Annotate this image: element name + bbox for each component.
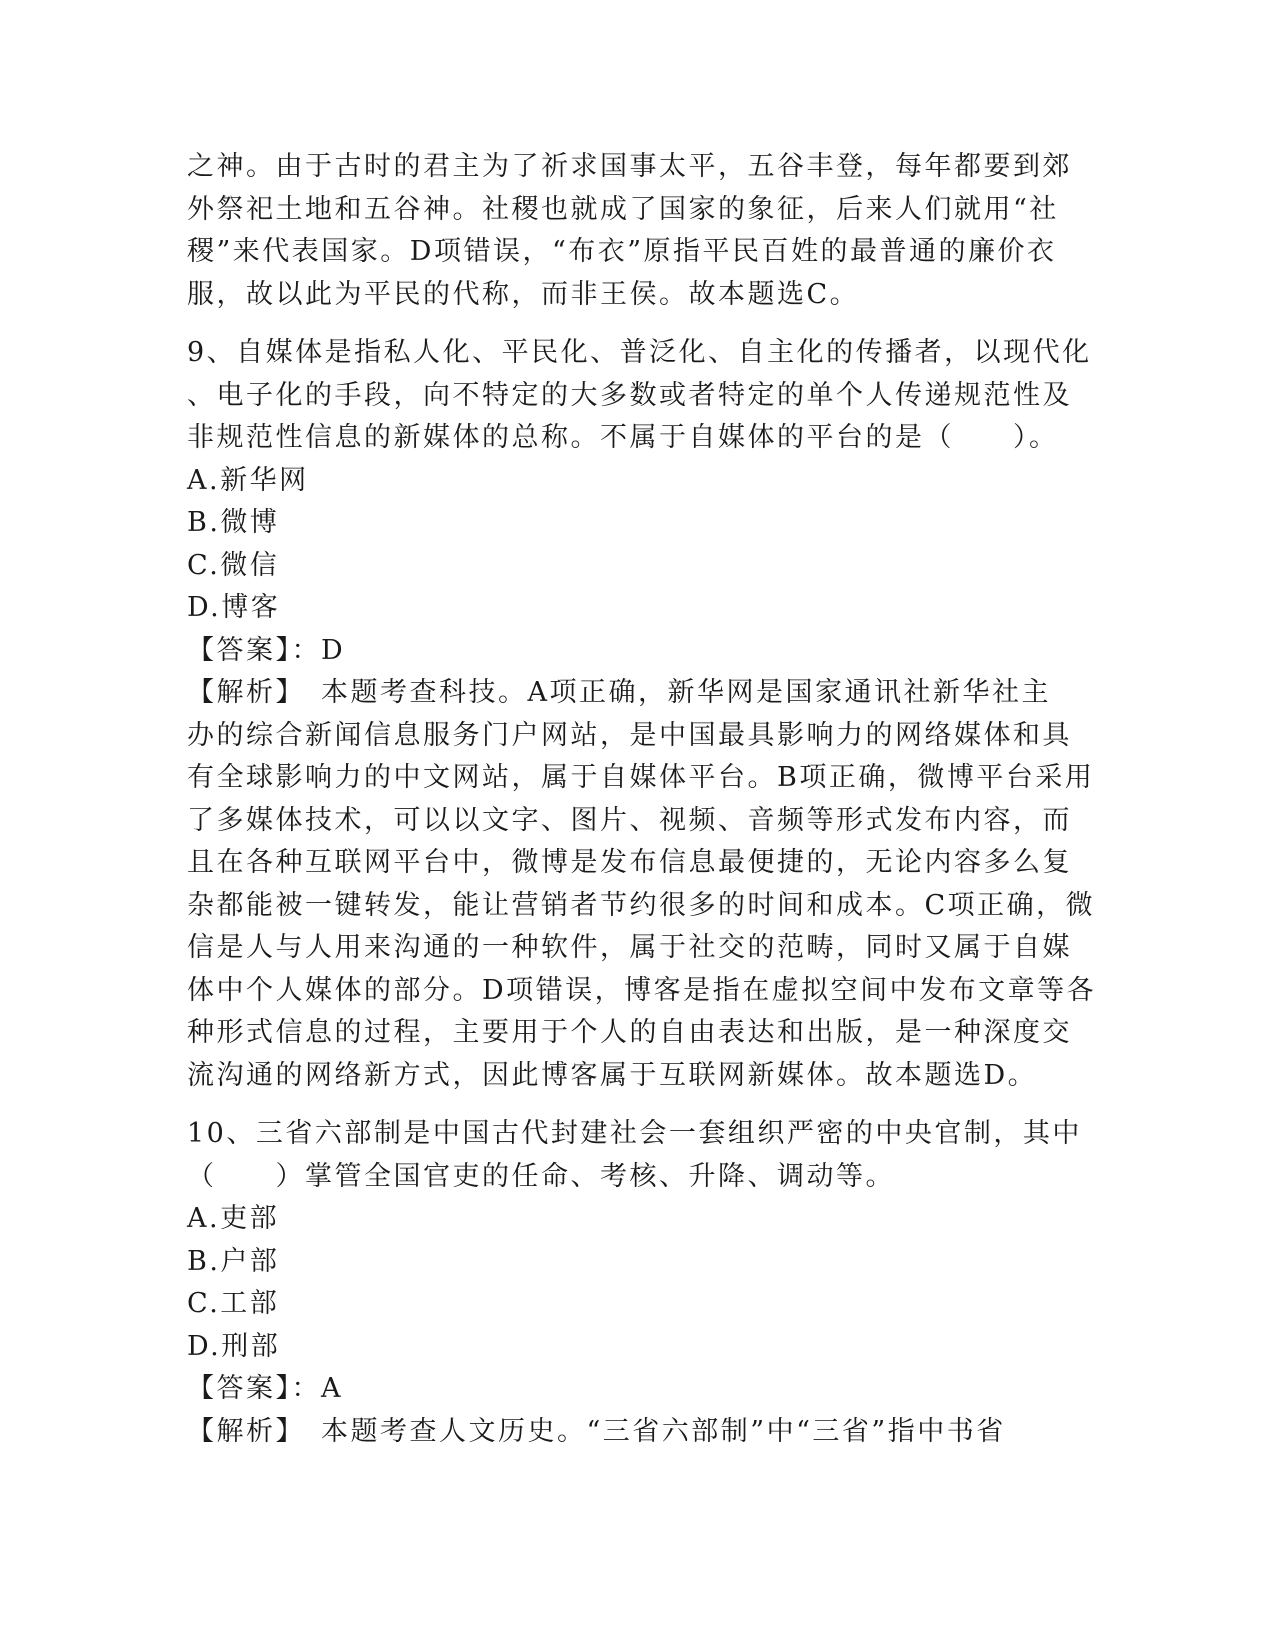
option-d: D.博客 xyxy=(187,592,281,623)
question-10 xyxy=(187,1113,1087,1453)
analysis-line: 且在各种互联网平台中，微博是发布信息最便捷的，无论内容多么复 xyxy=(187,847,1072,878)
question-text-line: 9、自媒体是指私人化、平民化、普泛化、自主化的传播者，以现代化 xyxy=(187,337,1092,368)
text-line: 服，故以此为平民的代称，而非王侯。故本题选C。 xyxy=(187,278,860,310)
analysis-line: 种形式信息的过程，主要用于个人的自由表达和出版，是一种深度交 xyxy=(187,1017,1072,1048)
question-text-line: 10、三省六部制是中国古代封建社会一套组织严密的中央官制，其中 xyxy=(187,1118,1082,1149)
text-line: 之神。由于古时的君主为了祈求国事太平，五谷丰登，每年都要到郊 xyxy=(187,151,1072,182)
text-line: 外祭祀土地和五谷神。社稷也就成了国家的象征，后来人们就用“社 xyxy=(187,193,1059,225)
option-b: B.微博 xyxy=(187,507,280,538)
question-text-line: 非规范性信息的新媒体的总称。不属于自媒体的平台的是（ ）。 xyxy=(187,422,1059,453)
answer-line: 【答案】：A xyxy=(187,1373,343,1404)
analysis-line: 【解析】 本题考查科技。A项正确，新华网是国家通讯社新华社主 xyxy=(187,677,1051,708)
option-a: A.吏部 xyxy=(187,1203,280,1234)
option-c: C.微信 xyxy=(187,549,280,581)
intro-paragraph xyxy=(187,146,1087,316)
analysis-line: 流沟通的网络新方式，因此博客属于互联网新媒体。故本题选D。 xyxy=(187,1059,1038,1091)
option-c: C.工部 xyxy=(187,1288,280,1319)
question-9 xyxy=(187,332,1097,1097)
question-text-line: （ ）掌管全国官吏的任命、考核、升降、调动等。 xyxy=(187,1160,895,1192)
analysis-line: 体中个人媒体的部分。D项错误，博客是指在虚拟空间中发布文章等各 xyxy=(187,974,1097,1006)
question-text-line: 、电子化的手段，向不特定的大多数或者特定的单个人传递规范性及 xyxy=(187,379,1072,411)
paragraph-gap xyxy=(187,316,1087,332)
option-d: D.刑部 xyxy=(187,1330,281,1362)
analysis-line: 信是人与人用来沟通的一种软件，属于社交的范畴，同时又属于自媒 xyxy=(187,932,1072,963)
analysis-line: 杂都能被一键转发，能让营销者节约很多的时间和成本。C项正确，微 xyxy=(187,889,1096,921)
answer-line: 【答案】：D xyxy=(187,634,346,666)
document-page xyxy=(187,146,1097,1453)
analysis-line: 有全球影响力的中文网站，属于自媒体平台。B项正确，微博平台采用 xyxy=(187,762,1095,793)
option-b: B.户部 xyxy=(187,1245,280,1277)
option-a: A.新华网 xyxy=(187,464,309,496)
paragraph-gap xyxy=(187,1097,1087,1113)
analysis-line: 了多媒体技术，可以以文字、图片、视频、音频等形式发布内容，而 xyxy=(187,804,1072,836)
text-line: 稷”来代表国家。D项错误，“布衣”原指平民百姓的最普通的廉价衣 xyxy=(187,236,1057,267)
analysis-line: 办的综合新闻信息服务门户网站，是中国最具影响力的网络媒体和具 xyxy=(187,719,1072,751)
analysis-line: 【解析】 本题考查人文历史。“三省六部制”中“三省”指中书省 xyxy=(187,1415,1006,1447)
